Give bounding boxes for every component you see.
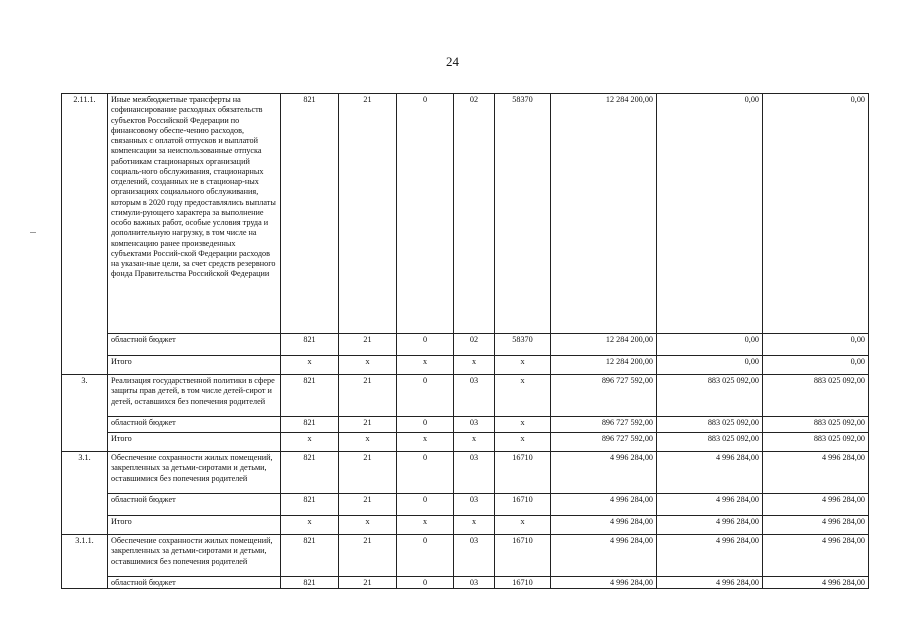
code-program: х: [339, 516, 397, 535]
code-event: х: [454, 516, 495, 535]
table-row: [62, 417, 869, 433]
code-program: 21: [339, 494, 397, 516]
amount-year-1: 4 996 284,00: [551, 577, 657, 589]
row-label: Итого: [108, 433, 281, 452]
amount-year-3: 883 025 092,00: [763, 433, 869, 452]
amount-year-3: 883 025 092,00: [763, 417, 869, 433]
code-direction: х: [495, 375, 551, 417]
code-subprogram: х: [397, 433, 454, 452]
code-subprogram: х: [397, 516, 454, 535]
row-label: Итого: [108, 516, 281, 535]
code-subprogram: 0: [397, 452, 454, 494]
amount-year-2: 883 025 092,00: [657, 375, 763, 417]
code-direction: х: [495, 433, 551, 452]
code-subprogram: х: [397, 356, 454, 375]
amount-year-2: 0,00: [657, 334, 763, 356]
amount-year-2: 4 996 284,00: [657, 452, 763, 494]
code-admin: 821: [281, 452, 339, 494]
code-program: 21: [339, 452, 397, 494]
row-label: Обеспечение сохранности жилых помещений, закрепленных за детьми-сиротами и детьми, оставшимися без попечения родителей: [108, 535, 281, 577]
amount-year-2: 883 025 092,00: [657, 417, 763, 433]
amount-year-1: 12 284 200,00: [551, 356, 657, 375]
code-direction: 16710: [495, 577, 551, 589]
code-admin: 821: [281, 535, 339, 577]
code-direction: 16710: [495, 452, 551, 494]
code-admin: х: [281, 516, 339, 535]
amount-year-1: 4 996 284,00: [551, 452, 657, 494]
code-admin: 821: [281, 334, 339, 356]
amount-year-2: 4 996 284,00: [657, 577, 763, 589]
amount-year-1: 4 996 284,00: [551, 535, 657, 577]
row-label: областной бюджет: [108, 334, 281, 356]
code-event: 03: [454, 375, 495, 417]
table-row: [62, 535, 869, 577]
code-subprogram: 0: [397, 494, 454, 516]
code-event: х: [454, 356, 495, 375]
amount-year-3: 0,00: [763, 334, 869, 356]
amount-year-2: 0,00: [657, 94, 763, 334]
code-program: 21: [339, 94, 397, 334]
code-direction: 58370: [495, 94, 551, 334]
amount-year-2: 4 996 284,00: [657, 535, 763, 577]
code-direction: 16710: [495, 494, 551, 516]
code-subprogram: 0: [397, 535, 454, 577]
amount-year-1: 896 727 592,00: [551, 433, 657, 452]
code-event: 03: [454, 577, 495, 589]
amount-year-3: 883 025 092,00: [763, 375, 869, 417]
code-event: 03: [454, 452, 495, 494]
table-row: [62, 577, 869, 589]
row-label: областной бюджет: [108, 577, 281, 589]
code-admin: х: [281, 356, 339, 375]
amount-year-1: 896 727 592,00: [551, 375, 657, 417]
code-event: 03: [454, 494, 495, 516]
row-index: 3.1.: [62, 452, 108, 535]
code-subprogram: 0: [397, 334, 454, 356]
table-row: [62, 334, 869, 356]
row-label: Иные межбюджетные трансферты на софинансирование расходных обязательств субъектов Российской Федерации по финансовому обеспе-чению расходов, связанных с оплатой отпусков и выплатой компенсации за неиспользованные отпуска работникам стационарных организаций социаль-ного обслуживания, стационарных отделений, созданных не в стационар-ных организациях социального обслуживания, которым в 2020 году предоставлялись выплаты стимули-рующего характера за выполнение особо важных работ, особые условия труда и дополнительную нагрузку, в том числе на компенсацию ранее произведенных субъектами Россий-ской Федерации расходов на указан-ные цели, за счет средств резервного фонда Правительства Российской Федерации: [108, 94, 281, 334]
code-program: 21: [339, 417, 397, 433]
table-row: [62, 94, 869, 334]
table-row: [62, 494, 869, 516]
code-subprogram: 0: [397, 417, 454, 433]
amount-year-3: 4 996 284,00: [763, 452, 869, 494]
amount-year-3: 4 996 284,00: [763, 516, 869, 535]
code-event: 03: [454, 535, 495, 577]
code-admin: 821: [281, 375, 339, 417]
code-program: 21: [339, 375, 397, 417]
amount-year-3: 4 996 284,00: [763, 535, 869, 577]
code-admin: 821: [281, 494, 339, 516]
code-direction: х: [495, 417, 551, 433]
code-admin: х: [281, 433, 339, 452]
code-subprogram: 0: [397, 94, 454, 334]
code-subprogram: 0: [397, 577, 454, 589]
amount-year-1: 12 284 200,00: [551, 94, 657, 334]
row-label: областной бюджет: [108, 494, 281, 516]
budget-table: [61, 93, 869, 589]
code-subprogram: 0: [397, 375, 454, 417]
amount-year-3: 4 996 284,00: [763, 577, 869, 589]
code-program: 21: [339, 535, 397, 577]
row-label: Реализация государственной политики в сфере защиты прав детей, в том числе детей-сирот и детей, оставшихся без попечения родителей: [108, 375, 281, 417]
amount-year-1: 4 996 284,00: [551, 494, 657, 516]
page-number: 24: [446, 54, 459, 69]
table-row: [62, 356, 869, 375]
code-direction: х: [495, 516, 551, 535]
row-label: Обеспечение сохранности жилых помещений, закрепленных за детьми-сиротами и детьми, оставшимися без попечения родителей: [108, 452, 281, 494]
code-program: х: [339, 433, 397, 452]
table-row: [62, 375, 869, 417]
row-label: Итого: [108, 356, 281, 375]
code-program: 21: [339, 334, 397, 356]
table-row: [62, 452, 869, 494]
amount-year-2: 4 996 284,00: [657, 516, 763, 535]
amount-year-1: 4 996 284,00: [551, 516, 657, 535]
amount-year-3: 0,00: [763, 94, 869, 334]
table-row: [62, 433, 869, 452]
code-admin: 821: [281, 94, 339, 334]
table-row: [62, 516, 869, 535]
amount-year-2: 4 996 284,00: [657, 494, 763, 516]
amount-year-3: 4 996 284,00: [763, 494, 869, 516]
code-admin: 821: [281, 417, 339, 433]
row-index: 3.: [62, 375, 108, 452]
code-direction: 58370: [495, 334, 551, 356]
code-event: 02: [454, 334, 495, 356]
code-event: 03: [454, 417, 495, 433]
code-admin: 821: [281, 577, 339, 589]
code-event: 02: [454, 94, 495, 334]
row-label: областной бюджет: [108, 417, 281, 433]
code-program: х: [339, 356, 397, 375]
code-event: х: [454, 433, 495, 452]
amount-year-2: 0,00: [657, 356, 763, 375]
row-index: 3.1.1.: [62, 535, 108, 589]
amount-year-1: 12 284 200,00: [551, 334, 657, 356]
row-index: 2.11.1.: [62, 94, 108, 375]
amount-year-3: 0,00: [763, 356, 869, 375]
code-direction: 16710: [495, 535, 551, 577]
amount-year-2: 883 025 092,00: [657, 433, 763, 452]
margin-mark: [30, 232, 36, 233]
amount-year-1: 896 727 592,00: [551, 417, 657, 433]
code-direction: х: [495, 356, 551, 375]
code-program: 21: [339, 577, 397, 589]
